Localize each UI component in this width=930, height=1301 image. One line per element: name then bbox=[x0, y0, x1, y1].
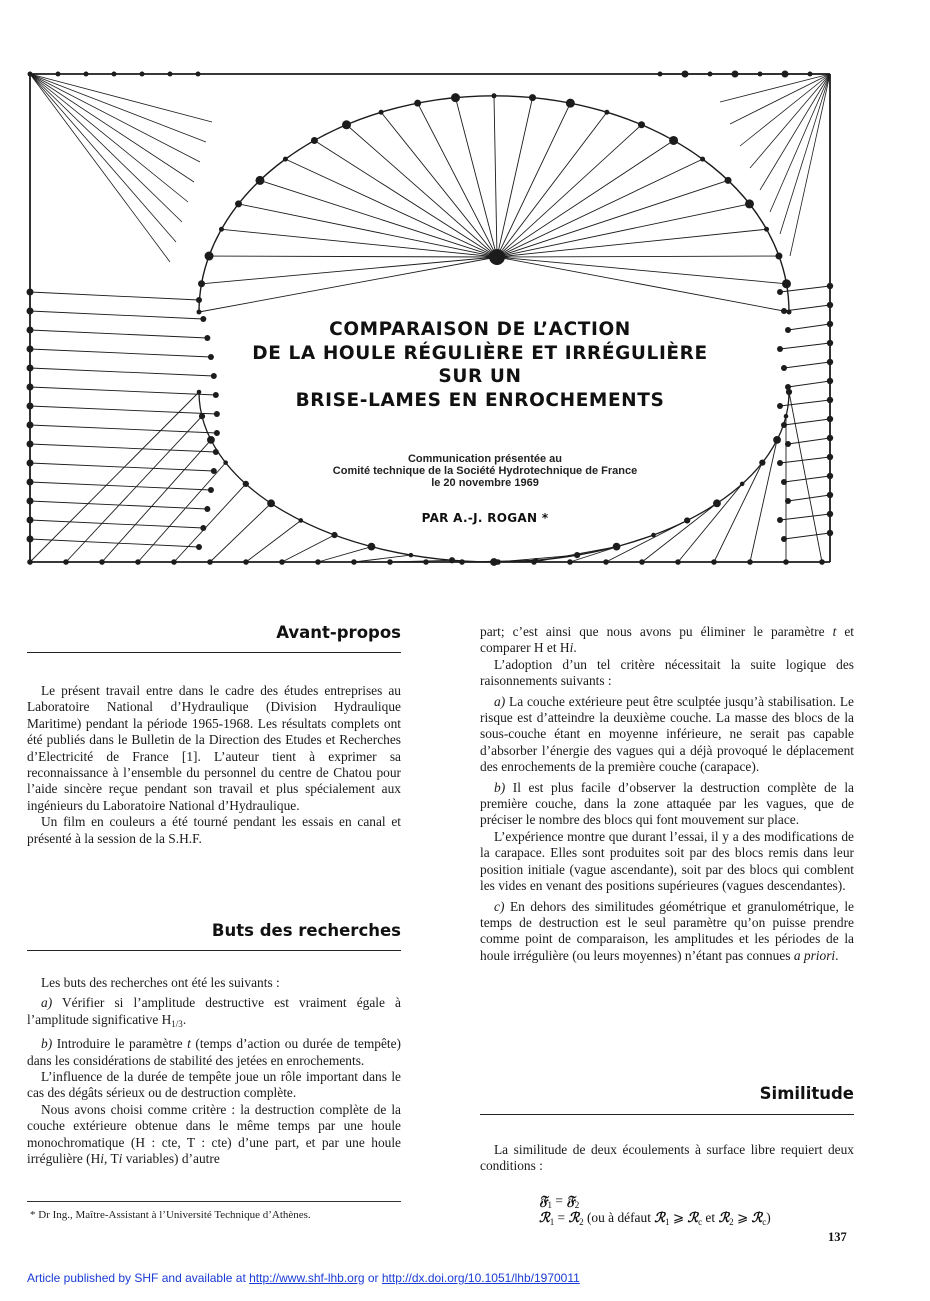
item-label: a) bbox=[494, 693, 506, 709]
page-number: 137 bbox=[828, 1230, 847, 1244]
banner-block bbox=[135, 559, 141, 565]
banner-line bbox=[30, 444, 216, 452]
text: (ou à défaut bbox=[583, 1210, 655, 1225]
banner-block bbox=[27, 498, 34, 505]
banner-block bbox=[777, 403, 783, 409]
banner-block bbox=[27, 479, 34, 486]
banner-line bbox=[497, 257, 789, 312]
math-op: = bbox=[551, 1193, 567, 1208]
item-text: . bbox=[182, 1011, 187, 1027]
banner-line bbox=[102, 440, 211, 562]
banner-block bbox=[199, 413, 205, 419]
banner-line bbox=[354, 555, 411, 562]
banner-block bbox=[603, 559, 609, 565]
banner-block bbox=[781, 365, 787, 371]
banner-block bbox=[819, 559, 825, 565]
banner-line bbox=[780, 514, 830, 520]
paragraph bbox=[27, 1102, 401, 1168]
banner-block bbox=[827, 492, 833, 498]
banner-block bbox=[27, 365, 34, 372]
banner-line bbox=[239, 204, 497, 257]
math-symbol: ℛ bbox=[654, 1210, 665, 1225]
banner-line bbox=[784, 476, 830, 482]
list-item-b bbox=[27, 1036, 401, 1069]
banner-block bbox=[27, 536, 34, 543]
banner-arch bbox=[199, 96, 789, 312]
banner-line bbox=[784, 533, 830, 539]
subscript: 1 bbox=[664, 1217, 670, 1227]
banner-block bbox=[197, 390, 202, 395]
banner-line bbox=[381, 112, 497, 257]
banner-line bbox=[174, 484, 246, 562]
banner-block bbox=[315, 559, 321, 565]
list-item-a bbox=[27, 995, 401, 1032]
formula-reynolds bbox=[539, 1210, 771, 1230]
banner-block bbox=[208, 354, 214, 360]
banner-line bbox=[30, 74, 188, 202]
banner-line bbox=[282, 535, 335, 562]
item-text: La couche extérieure peut être sculptée jusqu’à stabilisation. Le risque est d’atteindre la deuxième couche. La masse des blocs de la sous-couche étant en moyenne inférieure, ne serait pas capable d’absorber l’énergie des vagues qui a déjà provoqué le déplacement des enrochements de la première couche (carapace). bbox=[480, 693, 854, 775]
banner-line bbox=[784, 419, 830, 425]
banner-line bbox=[30, 74, 182, 222]
title-line: COMPARAISON DE L’ACTION bbox=[329, 319, 631, 340]
publication-text: Article published by SHF and available at bbox=[27, 1271, 250, 1285]
math-symbol: 𝔉 bbox=[566, 1193, 575, 1208]
title-line: DE LA HOULE RÉGULIÈRE ET IRRÉGULIÈRE bbox=[252, 342, 708, 364]
banner-block bbox=[27, 403, 34, 410]
banner-line bbox=[780, 343, 830, 349]
banner-block bbox=[351, 559, 357, 565]
section-heading-similitude: Similitude bbox=[759, 1084, 854, 1103]
subscript: 1 bbox=[547, 1200, 552, 1210]
math-symbol: ℛ bbox=[751, 1210, 763, 1225]
item-text: Introduire le paramètre bbox=[52, 1036, 188, 1052]
banner-line bbox=[784, 362, 830, 368]
paragraph: L’adoption d’un tel critère nécessitait la suite logique des raisonnements suivants : bbox=[480, 656, 854, 689]
paragraph: L’influence de la durée de tempête joue un rôle important dans le cas des dégâts sérieux ou de destruction complète. bbox=[27, 1069, 401, 1101]
subscript: c bbox=[698, 1217, 703, 1227]
title-line: BRISE-LAMES EN ENROCHEMENTS bbox=[295, 389, 665, 411]
banner-block bbox=[99, 559, 105, 565]
banner-line bbox=[209, 256, 497, 257]
banner-block bbox=[27, 422, 34, 429]
banner-block bbox=[279, 559, 285, 565]
banner-line bbox=[30, 74, 176, 242]
math-symbol: ℛ bbox=[718, 1210, 730, 1225]
banner-line bbox=[497, 103, 570, 257]
publication-line bbox=[27, 1271, 580, 1285]
banner-block bbox=[223, 460, 228, 465]
item-label: b) bbox=[494, 779, 506, 795]
item-label: a) bbox=[41, 995, 53, 1011]
text: ) bbox=[766, 1210, 771, 1225]
section-rule bbox=[27, 950, 401, 951]
avant-propos-body bbox=[27, 683, 401, 847]
banner-block bbox=[112, 72, 117, 77]
banner-block bbox=[827, 435, 833, 441]
banner-block bbox=[531, 559, 537, 565]
banner-line bbox=[30, 74, 200, 162]
banner-line bbox=[497, 257, 786, 284]
banner-line bbox=[770, 74, 830, 212]
banner-block bbox=[784, 414, 789, 419]
banner-line bbox=[30, 74, 212, 122]
banner-block bbox=[684, 517, 690, 523]
math-symbol: ℛ bbox=[687, 1210, 699, 1225]
banner-line bbox=[285, 159, 497, 257]
banner-block bbox=[786, 389, 792, 395]
banner-line bbox=[30, 292, 199, 300]
banner-line bbox=[788, 381, 830, 387]
banner-block bbox=[785, 327, 791, 333]
banner-block bbox=[777, 517, 783, 523]
banner-line bbox=[497, 159, 703, 257]
banner-block bbox=[63, 559, 69, 565]
variable: i bbox=[569, 640, 574, 656]
banner-block bbox=[781, 536, 787, 542]
banner-block bbox=[777, 460, 783, 466]
article-title bbox=[230, 318, 730, 412]
banner-block bbox=[781, 479, 787, 485]
banner-line bbox=[497, 125, 642, 257]
variable: t bbox=[832, 624, 837, 639]
banner-block bbox=[27, 559, 33, 565]
banner-block bbox=[713, 499, 721, 507]
item-text: Il est plus facile d’observer la destruction complète de la première couche, dans la zone attaquée par les vagues, que de préciser le nombre des blocs qui font mouvement sur place. bbox=[480, 779, 854, 828]
communication-line: le 20 novembre 1969 bbox=[431, 477, 539, 489]
item-label: b) bbox=[41, 1036, 53, 1052]
author-byline: PAR A.-J. ROGAN * bbox=[421, 511, 549, 525]
banner-block bbox=[711, 559, 717, 565]
banner-block bbox=[299, 518, 304, 523]
communication-line: Communication présentée au bbox=[407, 453, 563, 465]
banner-line bbox=[30, 349, 211, 357]
banner-block bbox=[171, 559, 177, 565]
banner-line bbox=[642, 503, 717, 562]
buts-body bbox=[27, 975, 401, 1167]
banner-block bbox=[196, 72, 201, 77]
publication-text: or bbox=[364, 1271, 382, 1285]
banner-line bbox=[750, 74, 830, 168]
banner-block bbox=[200, 316, 206, 322]
title-line: SUR UN bbox=[438, 366, 522, 387]
math-op: = bbox=[554, 1210, 569, 1225]
banner-block bbox=[214, 411, 220, 417]
banner-line bbox=[494, 96, 497, 257]
banner-block bbox=[785, 441, 791, 447]
banner-line bbox=[788, 324, 830, 330]
banner-block bbox=[781, 308, 787, 314]
banner-block bbox=[207, 436, 215, 444]
paragraph bbox=[480, 624, 854, 657]
right-column-body bbox=[480, 624, 854, 964]
banner-block bbox=[196, 297, 202, 303]
banner-block bbox=[827, 454, 833, 460]
paragraph: Un film en couleurs a été tourné pendant les essais en canal et présenté à la session de la S.H.F. bbox=[27, 814, 401, 846]
banner-line bbox=[720, 74, 830, 102]
banner-block bbox=[827, 416, 833, 422]
banner-line bbox=[788, 438, 830, 444]
banner-block bbox=[27, 517, 34, 524]
banner-block bbox=[196, 544, 202, 550]
banner-line bbox=[780, 400, 830, 406]
emphasis: a priori bbox=[793, 947, 836, 963]
math-symbol: ℛ bbox=[568, 1210, 580, 1225]
banner-block bbox=[773, 436, 781, 444]
variable: i bbox=[118, 1151, 123, 1167]
subscript: 2 bbox=[574, 1200, 580, 1210]
banner-block bbox=[781, 422, 787, 428]
subscript: 1 bbox=[549, 1217, 555, 1227]
list-item-c bbox=[480, 899, 854, 965]
variable: t bbox=[187, 1036, 191, 1052]
banner-line bbox=[30, 482, 211, 490]
shf-link[interactable]: http://www.shf-lhb.org bbox=[249, 1271, 365, 1285]
banner-block bbox=[331, 532, 337, 538]
communication-note bbox=[300, 453, 670, 489]
banner-block bbox=[243, 481, 249, 487]
math-op: ⩾ bbox=[733, 1210, 752, 1225]
banner-block bbox=[84, 72, 89, 77]
banner-line bbox=[780, 457, 830, 463]
text: . bbox=[573, 640, 577, 656]
item-text: . bbox=[835, 947, 839, 963]
banner-block bbox=[207, 559, 213, 565]
banner-block bbox=[204, 335, 210, 341]
banner-block bbox=[759, 460, 765, 466]
banner-block bbox=[489, 249, 505, 265]
banner-block bbox=[740, 482, 745, 487]
banner-block bbox=[213, 392, 219, 398]
item-label: c) bbox=[494, 898, 505, 914]
banner-line bbox=[199, 257, 497, 312]
text: , T bbox=[103, 1151, 119, 1167]
text: et bbox=[702, 1210, 719, 1225]
variable: i bbox=[100, 1151, 104, 1167]
list-item-b bbox=[480, 780, 854, 829]
banner-block bbox=[785, 384, 791, 390]
math-symbol: 𝔉 bbox=[539, 1193, 548, 1208]
section-rule bbox=[480, 1114, 854, 1115]
subscript: 1/3 bbox=[171, 1018, 183, 1029]
banner-line bbox=[30, 392, 199, 562]
footnote-rule bbox=[27, 1201, 401, 1202]
banner-block bbox=[827, 511, 833, 517]
banner-block bbox=[27, 346, 34, 353]
banner-block bbox=[827, 283, 833, 289]
banner-line bbox=[30, 330, 207, 338]
section-rule bbox=[27, 652, 401, 653]
banner-block bbox=[409, 553, 414, 558]
banner-line bbox=[314, 140, 497, 257]
item-text: En dehors des similitudes géométrique et granulométrique, le temps de destruction est le seul paramètre qu’on puisse prendre comme point de comparaison, les amplitudes et les périodes de la houle irrégulière (ou leurs moyennes) n’étant pas connues bbox=[480, 898, 854, 963]
footnote: * Dr Ing., Maître-Assistant à l’Université Technique d’Athènes. bbox=[30, 1209, 311, 1221]
banner-block bbox=[495, 559, 501, 565]
banner-block bbox=[827, 340, 833, 346]
banner-block bbox=[783, 559, 789, 565]
banner-line bbox=[30, 539, 199, 547]
banner-line bbox=[221, 229, 497, 257]
banner-line bbox=[202, 257, 497, 284]
paragraph: Le présent travail entre dans le cadre des études entreprises au Laboratoire National d’Hydraulique (Division Hydraulique Maritime) pendant la période 1965-1968. Les résultats complets ont été publiés dans le Bulletin de la Direction des Etudes et Recherches d’Electricité de France [1]. L’auteur tient à exprimer sa reconnaissance à l’ensemble du personnel du centre de Chatou pour l’aide sincère reçue pendant son travail et plus spécialement aux ingénieurs du Laboratoire National d’Hydraulique. bbox=[27, 683, 401, 813]
subscript: 2 bbox=[579, 1217, 584, 1227]
banner-block bbox=[387, 559, 393, 565]
banner-block bbox=[56, 72, 61, 77]
banner-block bbox=[423, 559, 429, 565]
banner-block bbox=[459, 559, 465, 565]
banner-line bbox=[30, 406, 217, 414]
banner-block bbox=[785, 498, 791, 504]
banner-line bbox=[784, 305, 830, 311]
banner-block bbox=[574, 552, 580, 558]
banner-block bbox=[675, 559, 681, 565]
paragraph: L’expérience montre que durant l’essai, il y a des modifications de la carapace. Elles sont produites soit par des blocs remis dans leur position initiale (vague ascendante), soit par des blocs qui comblent les vides en venant des positions supérieures (vagues descendantes). bbox=[480, 828, 854, 894]
banner-block bbox=[267, 499, 275, 507]
banner-block bbox=[27, 308, 34, 315]
section-heading-buts: Buts des recherches bbox=[211, 921, 401, 940]
banner-block bbox=[27, 327, 34, 334]
banner-line bbox=[30, 425, 217, 433]
banner-block bbox=[208, 487, 214, 493]
item-text: (temps d’action ou durée de tempête) dans les considérations de stabilité des jetées en enrochements. bbox=[27, 1036, 402, 1068]
banner-line bbox=[714, 463, 762, 562]
banner-block bbox=[168, 72, 173, 77]
banner-line bbox=[30, 387, 216, 395]
text: Nous avons choisi comme critère : la destruction complète de la couche extérieure obtenue dans le même temps par une houle monochromatique (H : cte, T : cte) d’une part, et par une houle irrégulière (H bbox=[27, 1101, 401, 1167]
banner-line bbox=[418, 103, 497, 257]
banner-line bbox=[318, 547, 371, 562]
banner-line bbox=[455, 98, 497, 257]
banner-line bbox=[347, 125, 498, 257]
banner-block bbox=[827, 530, 833, 536]
banner-block bbox=[639, 559, 645, 565]
text: variables) d’autre bbox=[122, 1151, 220, 1167]
banner-block bbox=[827, 473, 833, 479]
banner-line bbox=[534, 547, 617, 562]
banner-block bbox=[211, 373, 217, 379]
banner-line bbox=[30, 368, 214, 376]
banner-block bbox=[827, 302, 833, 308]
banner-line bbox=[570, 535, 653, 562]
banner-line bbox=[30, 74, 170, 262]
banner-line bbox=[210, 503, 271, 562]
math-symbol: ℛ bbox=[539, 1210, 550, 1225]
banner-block bbox=[27, 460, 34, 467]
banner-line bbox=[497, 204, 749, 257]
subscript: c bbox=[762, 1217, 767, 1227]
banner-block bbox=[204, 506, 210, 512]
breakwater-banner-illustration bbox=[20, 62, 840, 572]
banner-line bbox=[138, 463, 226, 562]
paragraph: La similitude de deux écoulements à surface libre requiert deux conditions : bbox=[480, 1142, 854, 1174]
similitude-body bbox=[480, 1142, 854, 1175]
paragraph: Les buts des recherches ont été les suivants : bbox=[41, 975, 280, 990]
banner-block bbox=[27, 384, 34, 391]
communication-line: Comité technique de la Société Hydrotechnique de France bbox=[332, 465, 638, 477]
banner-block bbox=[747, 559, 753, 565]
banner-line bbox=[246, 520, 301, 562]
doi-link[interactable]: http://dx.doi.org/10.1051/lhb/1970011 bbox=[381, 1271, 580, 1285]
banner-block bbox=[27, 289, 34, 296]
banner-line bbox=[606, 520, 687, 562]
banner-block bbox=[140, 72, 145, 77]
banner-block bbox=[243, 559, 249, 565]
banner-block bbox=[777, 346, 783, 352]
item-text: Vérifier si l’amplitude destructive est vraiment égale à l’amplitude significative H bbox=[27, 995, 401, 1027]
banner-block bbox=[827, 359, 833, 365]
banner-line bbox=[750, 440, 777, 562]
banner-line bbox=[497, 256, 779, 257]
banner-block bbox=[567, 559, 573, 565]
banner-block bbox=[368, 543, 376, 551]
banner-line bbox=[497, 140, 674, 257]
subscript: 2 bbox=[729, 1217, 734, 1227]
section-heading-avant-propos: Avant-propos bbox=[276, 623, 401, 642]
banner-block bbox=[27, 441, 34, 448]
banner-block bbox=[827, 321, 833, 327]
banner-block bbox=[214, 430, 220, 436]
banner-line bbox=[780, 74, 830, 234]
banner-block bbox=[777, 289, 783, 295]
list-item-a bbox=[480, 694, 854, 776]
math-op: ⩾ bbox=[669, 1210, 688, 1225]
banner-line bbox=[30, 311, 203, 319]
banner-block bbox=[28, 72, 33, 77]
text: et comparer H et H bbox=[480, 624, 854, 656]
banner-line bbox=[30, 520, 203, 528]
banner-block bbox=[827, 397, 833, 403]
text: part; c’est ainsi que nous avons pu éliminer le paramètre bbox=[480, 624, 833, 639]
banner-block bbox=[827, 378, 833, 384]
